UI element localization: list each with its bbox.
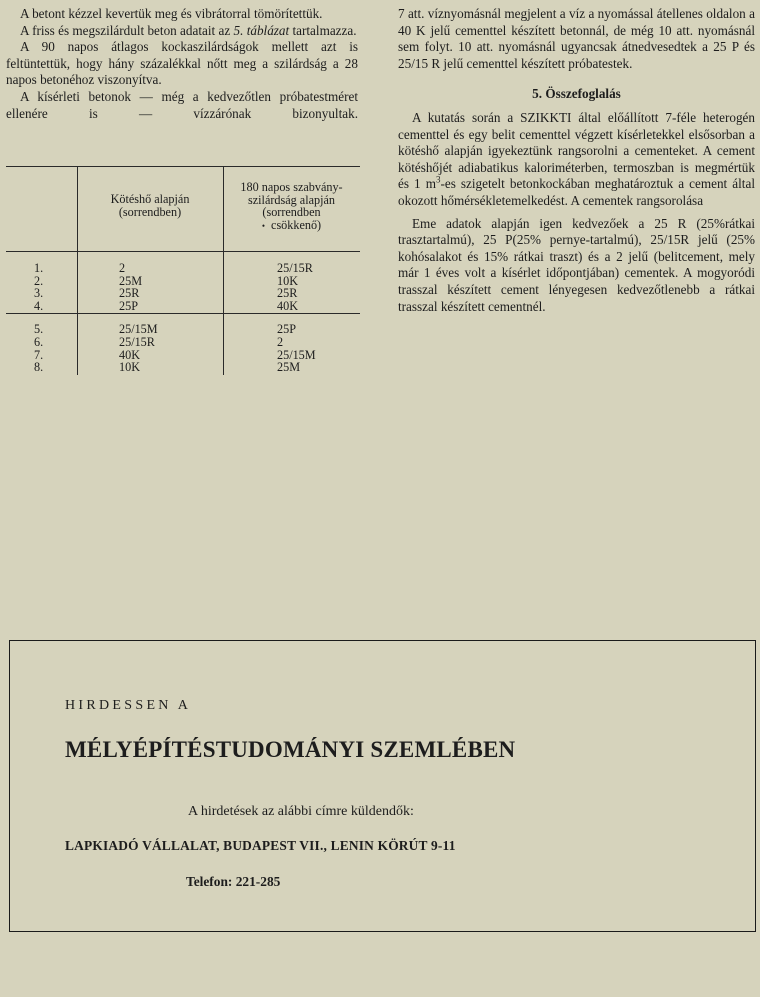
row-number: 7. — [34, 347, 44, 362]
header-line: 180 napos szabvány- — [240, 180, 343, 194]
right-column — [398, 6, 755, 315]
header-line: (sorrendben) — [118, 204, 182, 219]
cell-szilardsag: 2 — [277, 334, 284, 349]
cell-kotesho: 10K — [119, 360, 140, 375]
paragraph: A betont kézzel kevertük meg és vibrátorral tömörítettük. — [20, 6, 323, 21]
header-text: csökkenő) — [271, 217, 322, 232]
table-reference: 5. táblázat — [233, 22, 290, 38]
row-number: 8. — [34, 360, 44, 375]
ad-title: MÉLYÉPÍTÉSTUDOMÁNYI SZEMLÉBEN — [65, 737, 516, 762]
row-number: 4. — [34, 298, 44, 313]
row-number: 1. — [34, 261, 44, 275]
table-row — [6, 287, 360, 300]
table-row — [6, 300, 360, 313]
bullet-mark: • — [261, 220, 266, 231]
header-szilardsag — [223, 181, 360, 232]
cell-kotesho: 25/15R — [119, 334, 155, 349]
paragraph — [398, 110, 755, 210]
cement-ranking-table — [6, 166, 360, 375]
ad-address: LAPKIADÓ VÁLLALAT, BUDAPEST VII., LENIN KÖRÚT 9-11 — [65, 838, 456, 853]
text: A kutatás során a SZIKKTI által előállított 7-féle heterogén cementtel és egy belit cementtel végzett kísérletekkel elsősorban a kötéshő alapján igyekeztünk rangsorolni a cementeket. A cement kötéshőjét adiabatikus kaloriméterben, termoszban is megmértük és 1 m — [398, 109, 755, 192]
text: A friss és megszilárdult beton adatait az — [20, 22, 234, 38]
table-row — [6, 336, 360, 349]
paragraph: Eme adatok alapján igen kedvezőek a 25 R (25%rátkai trasztartalmú), 25 P(25% pernye-tartalmú), 25/15R jelű (25% kohósalakot és 15% rátkai traszt) és a 2 jelű (belitcement, mely már 1 éves volt a kísérlet időpontjában) cementek. A mogyoródi trasszal készített cement lényegesen kedvezőtlenebb a rátkai trasszal készített cementnél. — [398, 215, 755, 314]
row-group-2 — [6, 314, 360, 374]
row-number: 2. — [34, 273, 44, 288]
row-number: 5. — [34, 322, 44, 337]
ad-intro: HIRDESSEN A — [65, 698, 192, 713]
cell-kotesho: 25M — [119, 273, 143, 288]
cell-kotesho: 40K — [119, 347, 140, 362]
table-body — [6, 252, 360, 375]
table-row — [6, 349, 360, 362]
header-kotesho — [78, 193, 222, 218]
cell-szilardsag: 40K — [277, 298, 298, 313]
cell-szilardsag: 25M — [277, 360, 301, 375]
row-number: 3. — [34, 286, 44, 301]
cell-kotesho: 25R — [119, 286, 140, 301]
left-column — [6, 6, 358, 122]
cell-szilardsag: 25/15R — [277, 261, 313, 275]
header-line: (sorrendben — [262, 205, 321, 220]
table-row — [6, 275, 360, 288]
row-number: 6. — [34, 334, 44, 349]
table-header — [6, 167, 360, 251]
cell-kotesho: 25P — [119, 298, 138, 313]
text: -es szigetelt betonkockában meghatároztuk a cement által okozott hőmérsékletemelkedést. A cementek rangsorolása — [398, 176, 755, 208]
table-row — [6, 361, 360, 374]
advertisement-box — [9, 640, 756, 932]
paragraph: 7 att. víznyomásnál megjelent a víz a nyomással átellenes oldalon a 40 K jelű cementtel készített betonnál, de még 10 att. nyomásnál sem folyt. 10 att. nyomásnál ugyancsak átnedvesedtek a 25 P és 25/15 R jelű cementtel készített próbatestek. — [398, 6, 755, 71]
cell-kotesho: 2 — [119, 261, 126, 275]
table-row — [6, 323, 360, 336]
cell-szilardsag: 25/15M — [277, 347, 316, 362]
cell-szilardsag: 10K — [277, 273, 298, 288]
header-line: Kötéshő alapján — [110, 192, 190, 206]
cell-szilardsag: 25R — [277, 286, 298, 301]
header-line — [223, 219, 360, 233]
section-heading: 5. Összefoglalás — [532, 86, 621, 102]
cell-szilardsag: 25P — [277, 322, 296, 337]
superscript: 3 — [435, 174, 441, 185]
row-group-1 — [6, 252, 360, 313]
paragraph — [6, 23, 358, 40]
paragraph: A 90 napos átlagos kockaszilárdságok mellett azt is feltüntettük, hogy hány százalékkal nőtt meg a szilárdság a 28 napos betonéhoz viszonyítva. — [6, 39, 358, 88]
ad-instruction: A hirdetések az alábbi címre küldendők: — [188, 804, 414, 819]
table-row — [6, 262, 360, 275]
paragraph: A kísérleti betonok — még a kedvezőtlen próbatestméret ellenére is — vízzárónak bizonyultak. — [6, 88, 358, 121]
ad-phone: Telefon: 221-285 — [186, 874, 281, 889]
text: tartalmazza. — [289, 22, 357, 38]
header-line: szilárdság alapján — [248, 192, 335, 207]
cell-kotesho: 25/15M — [119, 322, 158, 337]
